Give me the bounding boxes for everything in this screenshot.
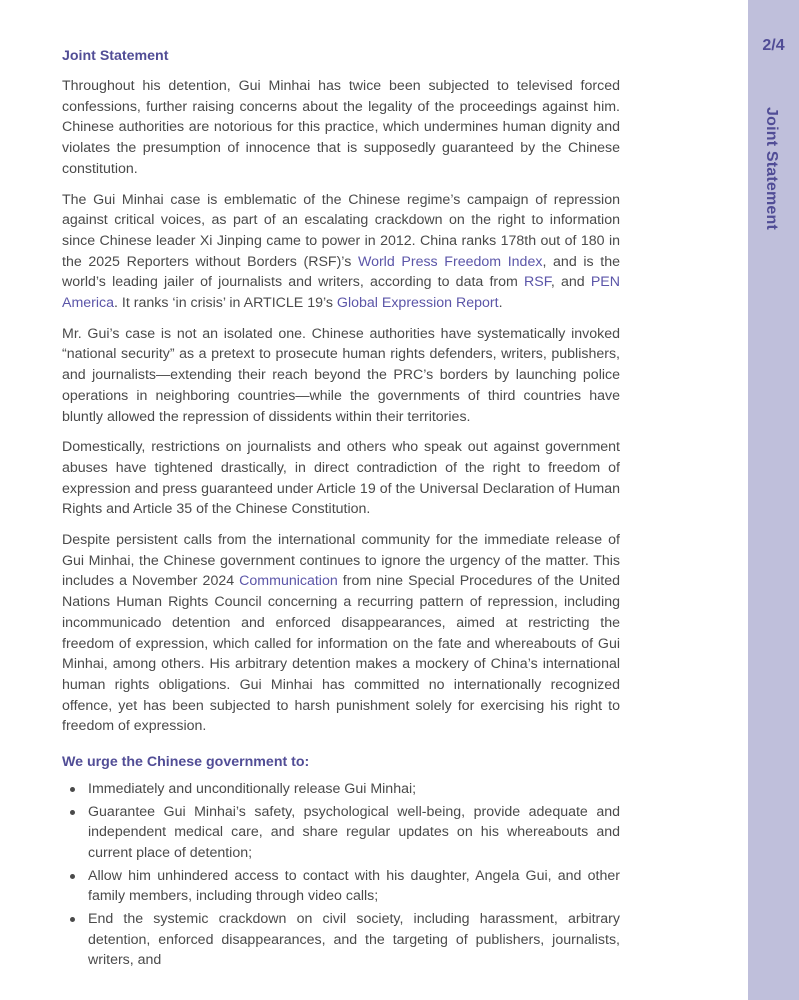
urge-heading: We urge the Chinese government to: bbox=[62, 754, 310, 771]
paragraph bbox=[62, 76, 620, 180]
bullet-icon bbox=[70, 787, 75, 792]
inline-link[interactable]: Global Expression Report bbox=[336, 295, 499, 312]
paragraph-text: The Gui Minhai case is emblematic of the Chinese regime’s campaign of repression against critical voices, as part of an escalating crackdown on the right to information since Chinese leader Xi Jinping came to power in 2012. China ranks 178th out of 180 in the 2025 Reporters without Borders (RSF)’s bbox=[62, 191, 620, 270]
paragraph bbox=[62, 530, 620, 737]
paragraph-text: Mr. Gui’s case is not an isolated one. Chinese authorities have systematically invoked “national security” as a pretext to prosecute human rights defenders, writers, publishers, and journalists—extending their reach beyond the PRC’s borders by launching police operations in neighboring countries—while the governments of third countries have bluntly allowed the repression of dissidents within their territories. bbox=[62, 325, 620, 425]
list-item-text: Immediately and unconditionally release Gui Minhai; bbox=[88, 780, 417, 797]
paragraph-text: Domestically, restrictions on journalists and others who speak out against government abuses have tightened drastically, in direct contradiction of the right to freedom of expression and press guaranteed under Article 19 of the Universal Declaration of Human Rights and Article 35 of the Chinese Constitution. bbox=[62, 439, 620, 518]
list-item-text: End the systemic crackdown on civil society, including harassment, arbitrary detention, enforced disappearances, and the targeting of publishers, journalists, writers, and bbox=[88, 911, 620, 969]
list-item bbox=[62, 909, 620, 971]
paragraph-text: Throughout his detention, Gui Minhai has twice been subjected to televised forced confessions, further raising concerns about the legality of the proceedings against him. Chinese authorities are notorious for this practice, which undermines human dignity and violates the presumption of innocence that is supposedly guaranteed by the Chinese constitution. bbox=[62, 78, 620, 177]
sidebar-title: Joint Statement bbox=[763, 107, 780, 231]
paragraph-text: . bbox=[498, 295, 503, 312]
demands-list bbox=[62, 779, 620, 971]
document-content bbox=[62, 46, 620, 973]
list-item-text: Guarantee Gui Minhai’s safety, psychological well-being, provide adequate and independent medical care, and share regular updates on his whereabouts and current place of detention; bbox=[88, 803, 620, 861]
paragraph-text: , and is the world’s leading jailer of journalists and writers, according to data from bbox=[62, 253, 620, 291]
inline-link[interactable]: World Press Freedom Index bbox=[357, 253, 543, 270]
inline-link[interactable]: RSF bbox=[524, 274, 551, 291]
bullet-icon bbox=[70, 917, 75, 922]
page-number: 2/4 bbox=[762, 37, 785, 54]
inline-link[interactable]: Communication bbox=[239, 573, 338, 590]
list-item bbox=[62, 802, 620, 864]
paragraph bbox=[62, 190, 620, 314]
paragraph-text: . It ranks ‘in crisis’ in ARTICLE 19’s bbox=[114, 295, 337, 312]
paragraph-text: from nine Special Procedures of the United Nations Human Rights Council concerning a recurring pattern of repression, including incommunicado detention and enforced disappearances, aimed at restricting the freedom of expression, which called for information on the fate and whereabouts of Gui Minhai, among others. His arbitrary detention makes a mockery of China’s international human rights obligations. Gui Minhai has committed no internationally recognized offence, yet has been subjected to harsh punishment solely for exercising his right to freedom of expression. bbox=[62, 573, 620, 735]
paragraphs bbox=[62, 76, 620, 737]
list-item bbox=[62, 866, 620, 907]
paragraph-text: Despite persistent calls from the international community for the immediate release of Gui Minhai, the Chinese government continues to ignore the urgency of the matter. This includes a November 2024 bbox=[62, 532, 620, 590]
inline-link[interactable]: PEN America bbox=[62, 274, 620, 312]
paragraph bbox=[62, 437, 620, 520]
list-item bbox=[62, 779, 620, 800]
bullet-icon bbox=[70, 810, 75, 815]
paragraph bbox=[62, 324, 620, 428]
bullet-icon bbox=[70, 874, 75, 879]
section-heading: Joint Statement bbox=[62, 48, 169, 64]
paragraph-text: , and bbox=[550, 274, 591, 291]
sidebar-tab bbox=[748, 0, 799, 1000]
list-item-text: Allow him unhindered access to contact with his daughter, Angela Gui, and other family members, including through video calls; bbox=[88, 867, 620, 905]
